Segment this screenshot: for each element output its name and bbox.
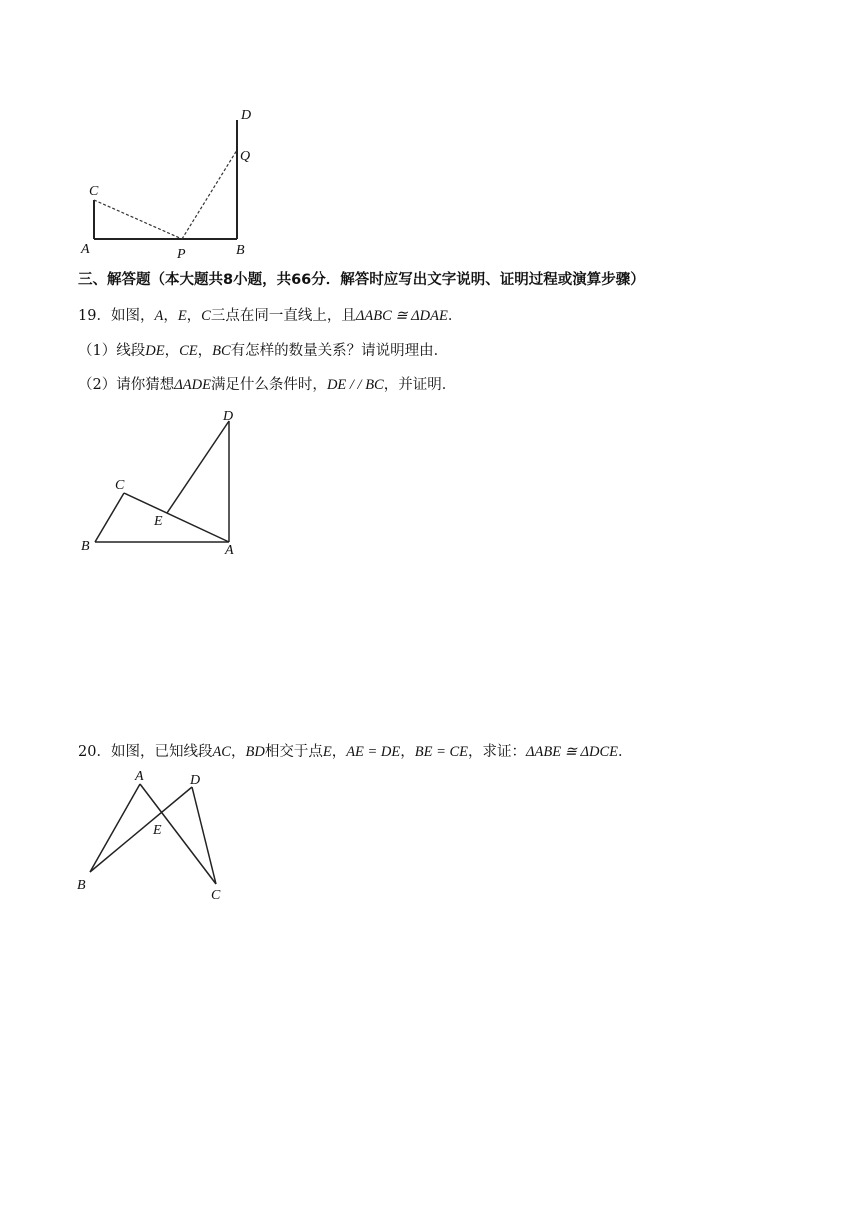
figure-top [70, 100, 290, 265]
q19-stem-1: 如图， [110, 308, 155, 324]
q20-ac: AC [212, 744, 231, 760]
q20-stem-1: 如图，已知线段 [110, 744, 213, 760]
label-B: B [81, 539, 90, 554]
label-C: C [89, 184, 99, 199]
q19-part2-ade: ΔADE [174, 377, 211, 393]
q19-part2-suffix: ，并证明． [383, 377, 457, 393]
q19-part2-mid: 满足什么条件时， [210, 377, 327, 393]
q19-part1-sep1: ， [164, 343, 180, 359]
q19-part2 [78, 375, 456, 395]
q19-part2-prefix: （2）请你猜想 [78, 377, 175, 393]
q19-number: 19． [78, 308, 111, 324]
q19-part1-sep2: ， [197, 343, 213, 359]
label-E: E [154, 514, 163, 529]
label-P: P [177, 247, 186, 262]
q20-sep3: ， [400, 744, 415, 760]
label-C: C [115, 478, 125, 493]
q20-bd: BD [245, 744, 265, 760]
q20-congruence: ΔABE ≅ ΔDCE [526, 744, 619, 760]
q19-sep2: ， [186, 308, 202, 324]
q19-part1-suffix: 有怎样的数量关系？请说明理由． [230, 343, 449, 359]
q19-part1-prefix: （1）线段 [78, 343, 146, 359]
q20-number: 20． [78, 744, 111, 760]
label-B: B [77, 878, 86, 893]
label-E: E [153, 823, 162, 838]
q19-point-c: C [201, 308, 211, 324]
section-heading: 三、解答题（本大题共8小题，共66分．解答时应写出文字说明、证明过程或演算步骤） [78, 272, 645, 288]
figure-q20 [70, 765, 240, 910]
label-A: A [225, 543, 234, 558]
label-Q: Q [240, 149, 251, 164]
label-D: D [190, 773, 201, 788]
q19-stem [78, 306, 462, 326]
q19-point-a: A [154, 308, 164, 324]
q20-end: ． [618, 744, 633, 760]
label-A: A [135, 769, 144, 784]
q20-point-e: E [322, 744, 332, 760]
q19-part1-de: DE [145, 343, 165, 359]
q20-eq1: AE = DE [346, 744, 401, 760]
q19-point-e: E [177, 308, 187, 324]
label-D: D [223, 409, 234, 424]
label-B: B [236, 243, 245, 258]
label-D: D [241, 108, 252, 123]
label-C: C [211, 888, 221, 903]
label-A: A [81, 242, 90, 257]
q20-sep2: ， [331, 744, 347, 760]
q19-part1 [78, 341, 448, 361]
q19-sep1: ， [163, 308, 178, 324]
q20-eq2: BE = CE [414, 744, 469, 760]
figure-q19 [70, 400, 270, 565]
q19-stem-2: 三点在同一直线上，且 [210, 308, 356, 324]
q19-congruence: ΔABC ≅ ΔDAE [355, 308, 448, 324]
q20-stem [78, 742, 633, 762]
q20-stem-2: 相交于点 [264, 744, 323, 760]
q20-sep1: ， [230, 744, 246, 760]
q20-stem-3: ，求证： [468, 744, 527, 760]
q19-part2-parallel: DE / / BC [326, 377, 384, 393]
q19-end: ． [447, 308, 463, 324]
q19-part1-ce: CE [179, 343, 198, 359]
q19-part1-bc: BC [212, 343, 231, 359]
